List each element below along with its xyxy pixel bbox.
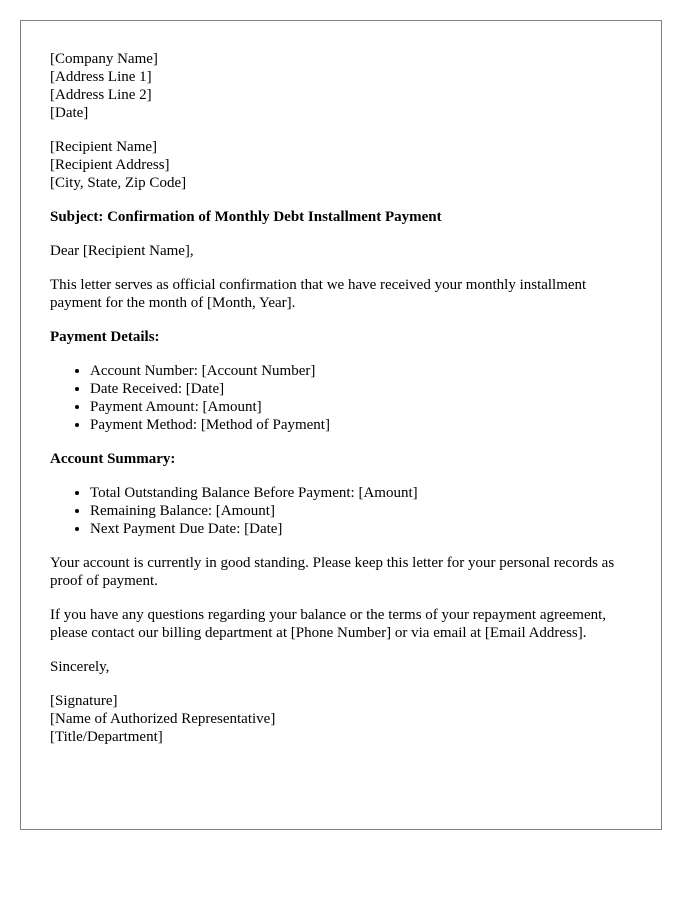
representative-name: [Name of Authorized Representative] xyxy=(50,711,276,727)
closing: Sincerely, xyxy=(50,659,110,675)
address-line-2: [Address Line 2] xyxy=(50,87,152,103)
signature: [Signature] xyxy=(50,693,118,709)
payment-details-list xyxy=(50,362,632,434)
subject-line: Subject: Confirmation of Monthly Debt Installment Payment xyxy=(50,209,442,225)
address-line-1: [Address Line 1] xyxy=(50,69,152,85)
company-name: [Company Name] xyxy=(50,51,158,67)
signature-block xyxy=(50,692,632,746)
list-item: • Total Outstanding Balance Before Payment: [Amount] xyxy=(90,484,632,502)
list-item: • Payment Method: [Method of Payment] xyxy=(90,416,632,434)
list-item: • Account Number: [Account Number] xyxy=(90,362,632,380)
list-item: • Next Payment Due Date: [Date] xyxy=(90,520,632,538)
list-item: • Payment Amount: [Amount] xyxy=(90,398,632,416)
list-item: • Remaining Balance: [Amount] xyxy=(90,502,632,520)
letter xyxy=(20,20,662,830)
account-summary-heading: Account Summary: xyxy=(50,451,176,467)
list-item: • Date Received: [Date] xyxy=(90,380,632,398)
account-summary-list xyxy=(50,484,632,538)
recipient-address: [Recipient Address] xyxy=(50,157,170,173)
standing-paragraph: Your account is currently in good standing. Please keep this letter for your personal records as proof of payment. xyxy=(50,555,615,589)
intro-paragraph: This letter serves as official confirmation that we have received your monthly installment payment for the month of [Month, Year]. xyxy=(50,277,587,311)
representative-title: [Title/Department] xyxy=(50,729,163,745)
contact-paragraph: If you have any questions regarding your balance or the terms of your repayment agreement, please contact our billing department at [Phone Number] or via email at [Email Address]. xyxy=(50,607,607,641)
recipient-name: [Recipient Name] xyxy=(50,139,158,155)
sender-address-block xyxy=(50,50,632,122)
recipient-address-block xyxy=(50,138,632,192)
payment-details-heading: Payment Details: xyxy=(50,329,160,345)
letter-date: [Date] xyxy=(50,105,89,121)
salutation: Dear [Recipient Name], xyxy=(50,243,194,259)
recipient-city-state-zip: [City, State, Zip Code] xyxy=(50,175,187,191)
